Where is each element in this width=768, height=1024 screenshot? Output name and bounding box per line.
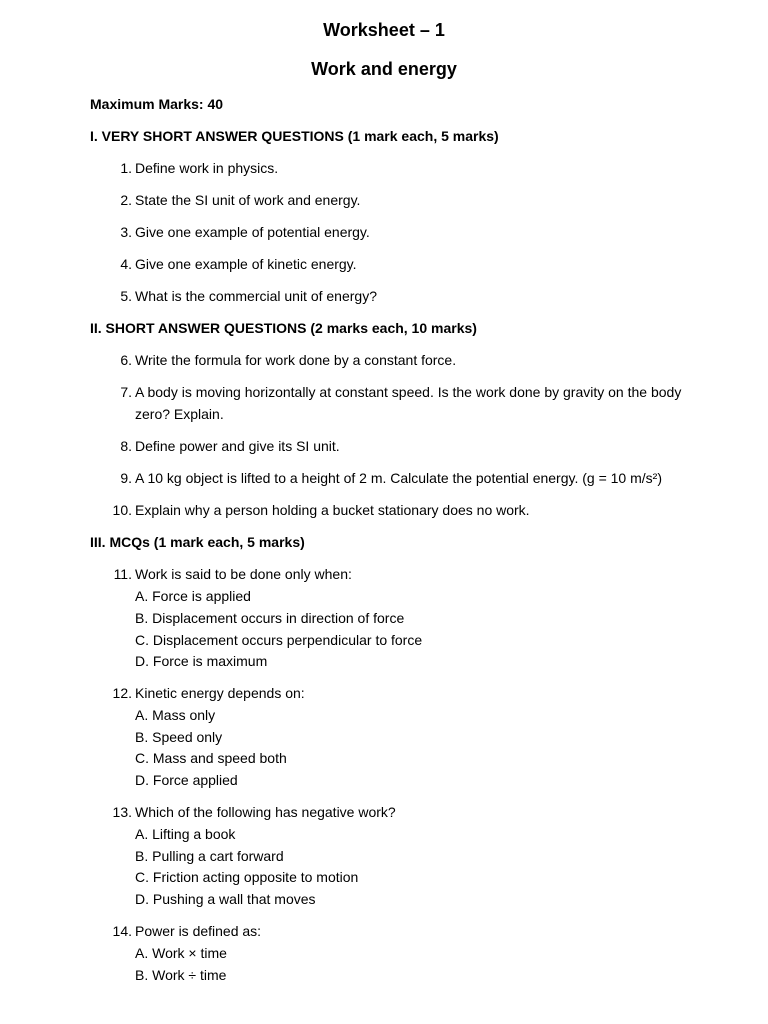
- option-a: A. Mass only: [135, 707, 216, 723]
- section-heading-2: II. SHORT ANSWER QUESTIONS (2 marks each, 10 marks): [90, 320, 477, 336]
- question-text: Give one example of potential energy.: [135, 224, 370, 240]
- question-text: What is the commercial unit of energy?: [135, 288, 377, 304]
- option-b: B. Speed only: [135, 729, 223, 745]
- option-c: C. Friction acting opposite to motion: [135, 869, 359, 885]
- question-number: 13.: [112, 804, 132, 820]
- question-number: 7.: [120, 384, 132, 400]
- question-number: 12.: [112, 685, 132, 701]
- question-number: 4.: [120, 256, 132, 272]
- question-text: Define power and give its SI unit.: [135, 438, 340, 454]
- question-text: A 10 kg object is lifted to a height of 2 m. Calculate the potential energy. (g = 10 m/s²): [135, 470, 662, 486]
- section-heading-3: III. MCQs (1 mark each, 5 marks): [90, 534, 305, 550]
- question-text: Work is said to be done only when:: [135, 566, 352, 582]
- question-text: Give one example of kinetic energy.: [135, 256, 357, 272]
- question-number: 1.: [120, 160, 132, 176]
- question-text: Define work in physics.: [135, 160, 279, 176]
- worksheet-title: Worksheet – 1: [323, 20, 445, 40]
- option-d: D. Force is maximum: [135, 653, 268, 669]
- option-d: D. Pushing a wall that moves: [135, 891, 316, 907]
- question-text: A body is moving horizontally at constant speed. Is the work done by gravity on the body zero? Explain.: [135, 384, 682, 422]
- question-text: Kinetic energy depends on:: [135, 685, 305, 701]
- option-a: A. Force is applied: [135, 588, 251, 604]
- question-number: 3.: [120, 224, 132, 240]
- question-number: 11.: [113, 566, 132, 582]
- option-a: A. Lifting a book: [135, 826, 236, 842]
- section-heading-1: I. VERY SHORT ANSWER QUESTIONS (1 mark each, 5 marks): [90, 128, 499, 144]
- question-text: Write the formula for work done by a constant force.: [135, 352, 457, 368]
- question-number: 2.: [120, 192, 132, 208]
- option-b: B. Displacement occurs in direction of force: [135, 610, 405, 626]
- option-a: A. Work × time: [135, 945, 227, 961]
- option-b: B. Pulling a cart forward: [135, 848, 284, 864]
- question-text: Explain why a person holding a bucket stationary does no work.: [135, 502, 530, 518]
- question-number: 14.: [112, 923, 132, 939]
- question-number: 9.: [120, 470, 132, 486]
- option-c: C. Mass and speed both: [135, 750, 287, 766]
- max-marks: Maximum Marks: 40: [90, 96, 224, 112]
- question-number: 10.: [112, 502, 132, 518]
- question-text: Power is defined as:: [135, 923, 262, 939]
- question-number: 8.: [120, 438, 132, 454]
- question-text: Which of the following has negative work?: [135, 804, 396, 820]
- question-text: State the SI unit of work and energy.: [135, 192, 361, 208]
- option-b: B. Work ÷ time: [135, 967, 227, 983]
- question-number: 5.: [120, 288, 132, 304]
- option-d: D. Force applied: [135, 772, 238, 788]
- subject-title: Work and energy: [311, 59, 457, 79]
- option-c: C. Displacement occurs perpendicular to force: [135, 632, 423, 648]
- question-number: 6.: [120, 352, 132, 368]
